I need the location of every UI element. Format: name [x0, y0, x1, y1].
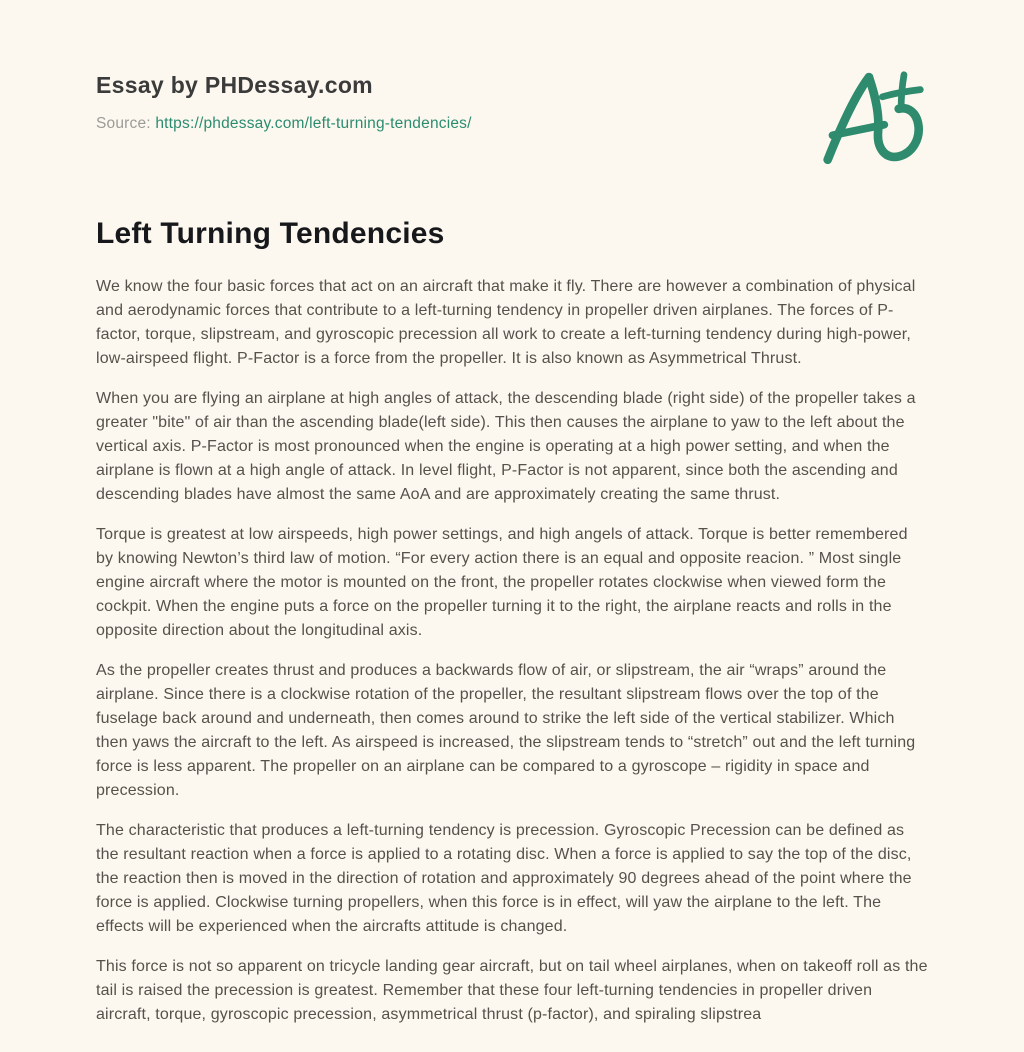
essay-paragraph: We know the four basic forces that act on an aircraft that make it fly. There are however a combination of physical and aerodynamic forces that contribute to a left-turning tendency in propeller driven airplanes. The forces of P-factor, torque, slipstream, and gyroscopic precession all work to create a left-turning tendency during high-power, low-airspeed flight. P-Factor is a force from the propeller. It is also known as Asymmetrical Thrust.: [96, 278, 916, 367]
essay-title: Left Turning Tendencies: [96, 217, 445, 250]
essay-paragraph: This force is not so apparent on tricycle landing gear aircraft, but on tail wheel airplanes, when on takeoff roll as the tail is raised the precession is greatest. Remember that these four left-turning tendencies in propeller driven aircraft, torque, gyroscopic precession, asymmetrical thrust (p-factor), and spiraling slipstrea: [96, 958, 928, 1023]
essay-body: [96, 275, 928, 1027]
a-plus-logo-icon: [820, 66, 940, 168]
essay-paragraph: Torque is greatest at low airspeeds, high power settings, and high angels of attack. Torque is better remembered by knowing Newton’s third law of motion. “For every action there is an equal and opposite reacion. ” Most single engine aircraft where the motor is mounted on the front, the propeller rotates clockwise when viewed form the cockpit. When the engine puts a force on the propeller turning it to the right, the airplane reacts and rolls in the opposite direction about the longitudinal axis.: [96, 526, 908, 639]
essay-paragraph: As the propeller creates thrust and produces a backwards flow of air, or slipstream, the air “wraps” around the airplane. Since there is a clockwise rotation of the propeller, the resultant slipstream flows over the top of the fuselage back around and underneath, then comes around to strike the left side of the vertical stabilizer. Which then yaws the aircraft to the left. As airspeed is increased, the slipstream tends to “stretch” out and the left turning force is less apparent. The propeller on an airplane can be compared to a gyroscope – rigidity in space and precession.: [96, 662, 916, 799]
site-title: Essay by PHDessay.com: [96, 72, 373, 98]
source-link[interactable]: https://phdessay.com/left-turning-tendencies/: [155, 115, 472, 132]
essay-paragraph: The characteristic that produces a left-turning tendency is precession. Gyroscopic Precession can be defined as the resultant reaction when a force is applied to a rotating disc. When a force is applied to say the top of the disc, the reaction then is moved in the direction of rotation and approximately 90 degrees ahead of the point where the force is applied. Clockwise turning propellers, when this force is in effect, will yaw the airplane to the left. The effects will be experienced when the aircrafts attitude is changed.: [96, 822, 912, 935]
source-row: [96, 115, 928, 133]
essay-paragraph: When you are flying an airplane at high angles of attack, the descending blade (right side) of the propeller takes a greater "bite" of air than the ascending blade(left side). This then causes the airplane to yaw to the left about the vertical axis. P-Factor is most pronounced when the engine is operating at a high power setting, and when the airplane is flown at a high angle of attack. In level flight, P-Factor is not apparent, since both the ascending and descending blades have almost the same AoA and are approximately creating the same thrust.: [96, 390, 916, 503]
source-label: Source:: [96, 115, 151, 132]
page-header: [96, 72, 928, 133]
